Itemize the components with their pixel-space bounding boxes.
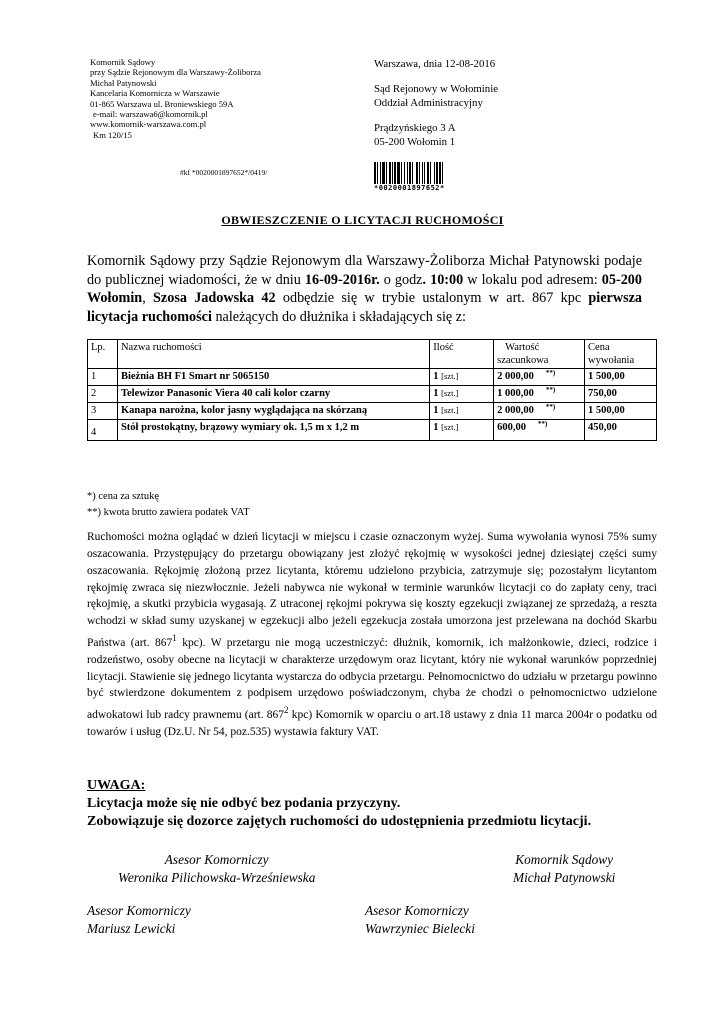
value-amount: 2 000,00 — [497, 405, 534, 416]
terms-paragraph — [87, 529, 657, 741]
row-value — [494, 403, 585, 420]
header-price-line: wywołania — [588, 355, 635, 366]
row-price: 750,00 — [585, 386, 657, 403]
barcode — [374, 162, 482, 184]
qty-value: 1 — [433, 371, 439, 382]
article-superscript: 1 — [172, 633, 177, 644]
intro-dot: . — [422, 271, 427, 288]
qty-unit: [szt.] — [441, 388, 459, 398]
signature-block — [87, 902, 191, 937]
row-qty — [430, 369, 494, 386]
sender-block — [90, 57, 261, 140]
row-name: Telewizor Panasonic Viera 40 cali kolor czarny — [117, 386, 429, 403]
signature-block — [513, 851, 615, 886]
signature-block — [365, 902, 475, 937]
header-value-line: szacunkowa — [497, 355, 549, 366]
auction-place: 05-200 Wołomin — [87, 271, 642, 307]
notice-line: Licytacja może się nie odbyć bez podania przyczyny. — [87, 796, 401, 811]
vat-mark: **) — [538, 420, 548, 428]
table-header-row — [88, 340, 657, 369]
sender-line: www.komornik-warszawa.com.pl — [90, 119, 207, 130]
row-name: Stół prostokątny, brązowy wymiary ok. 1,5 m x 1,2 m — [117, 420, 429, 441]
table-row — [88, 386, 657, 403]
right-header — [374, 57, 498, 149]
qty-unit: [szt.] — [441, 371, 459, 381]
intro-paragraph — [87, 252, 642, 327]
row-lp: 3 — [88, 403, 118, 420]
row-lp: 4 — [88, 420, 118, 441]
qty-value: 1 — [433, 388, 439, 399]
signature-name: Mariusz Lewicki — [87, 920, 176, 936]
intro-text: należących do dłużnika i składających się z: — [211, 309, 466, 326]
recipient-line: Oddział Administracyjny — [374, 97, 483, 109]
header-price — [585, 340, 657, 369]
terms-text: Ruchomości można oglądać w dzień licytacji w miejscu i czasie oznaczonym wyżej. Suma wywołania wynosi 75% sumy oszacowania. Przystępujący do przetargu obowiązany jest złożyć rękojmię w wysokości jednej dziesiątej części sumy oszacowania. Rękojmię złożoną przez licytanta, któremu udzielono przybicia, zatrzymuje się; pozostałym licytantom rękojmię zwraca się niezwłocznie. Jeżeli nabywca nie wykonał w terminie warunków licytacji co do zapłaty ceny, traci rękojmię, a skutki przybicia wygasają. Z utraconej rękojmi pokrywa się koszty egzekucji związanej ze sprzedażą, a reszta wchodzi w skład sumy uzyskanej w egzekucji albo jeżeli egzekucja została umorzona jest przelewana na dochód Skarbu Państwa (art. 867 — [87, 531, 657, 649]
date-line: Warszawa, dnia 12-08-2016 — [374, 58, 496, 70]
intro-text: , — [142, 290, 154, 307]
row-value — [494, 420, 585, 441]
sender-line: Kancelaria Komornicza w Warszawie — [90, 88, 220, 99]
qty-value: 1 — [433, 422, 439, 433]
value-amount: 1 000,00 — [497, 388, 534, 399]
address-line: Prądzyńskiego 3 A — [374, 122, 456, 134]
header-lp: Lp. — [88, 340, 118, 369]
case-number: Km 120/15 — [93, 129, 132, 140]
sender-line: 01-865 Warszawa ul. Broniewskiego 59A — [90, 98, 234, 109]
row-price: 1 500,00 — [585, 369, 657, 386]
terms-text: kpc). W przetargu nie mogą uczestniczyć: dłużnik, komornik, ich małżonkowie, dzieci, rodzice i rodzeństwo, osoby obecne na licytacji w charakterze urzędowym oraz licytant, który nie wykonał warunków poprzedniej licytacji. Stawienie się jednego licytanta wystarcza do odbycia przetargu. Pełnomocnictwo do udziału w przetargu powinno być stwierdzone dokumentem z podpisem urzędowo poświadczonym, chyba że chodzi o pełnomocnictwo udzielone adwokatowi lub radcy prawnemu (art. 867 — [87, 636, 657, 722]
footnotes — [87, 489, 250, 521]
row-price: 450,00 — [585, 420, 657, 441]
signature-name: Weronika Pilichowska-Wrześniewska — [118, 869, 316, 885]
footnote: *) cena za sztukę — [87, 491, 159, 502]
row-name: Kanapa narożna, kolor jasny wyglądająca na skórzaną — [117, 403, 429, 420]
table-row — [88, 403, 657, 420]
qty-value: 1 — [433, 405, 439, 416]
row-qty — [430, 420, 494, 441]
document-title: OBWIESZCZENIE O LICYTACJI RUCHOMOŚCI — [221, 213, 504, 227]
recipient-line: Sąd Rejonowy w Wołominie — [374, 83, 498, 95]
qty-unit: [szt.] — [441, 405, 459, 415]
footnote: **) kwota brutto zawiera podatek VAT — [87, 507, 250, 518]
auction-street: Szosa Jadowska 42 — [153, 290, 276, 307]
row-value — [494, 369, 585, 386]
article-superscript: 2 — [284, 705, 289, 716]
value-amount: 2 000,00 — [497, 371, 534, 382]
row-value — [494, 386, 585, 403]
sender-line: e-mail: warszawa6@komornik.pl — [93, 109, 208, 120]
table-row — [88, 369, 657, 386]
vat-mark: **) — [545, 403, 556, 411]
header-value-line: Wartość — [505, 342, 540, 353]
reference-number: #kf *0020001897652*/0419/ — [180, 168, 268, 177]
signature-name: Michał Patynowski — [513, 869, 616, 885]
sender-line: przy Sądzie Rejonowym dla Warszawy-Żoliborza — [90, 67, 261, 78]
signature-role: Asesor Komorniczy — [365, 903, 469, 918]
notice-heading: UWAGA: — [87, 778, 146, 793]
value-amount: 600,00 — [497, 422, 527, 433]
vat-mark: **) — [545, 369, 556, 377]
barcode-text: *0020001897652* — [374, 184, 445, 192]
header-qty: Ilość — [430, 340, 494, 369]
row-lp: 2 — [88, 386, 118, 403]
address-line: 05-200 Wołomin 1 — [374, 136, 456, 148]
intro-text: Komornik Sądowy przy Sądzie Rejonowym dla Warszawy-Żoliborza Michał Patynowski podaje do publicznej wiadomości, że w dniu — [87, 253, 642, 288]
sender-line: Michał Patynowski — [90, 77, 157, 88]
intro-text: o godz — [379, 271, 423, 288]
auction-type: pierwsza licytacja ruchomości — [87, 290, 642, 326]
row-qty — [430, 386, 494, 403]
header-name: Nazwa ruchomości — [117, 340, 429, 369]
signature-role: Komornik Sądowy — [515, 852, 614, 867]
table-row — [88, 420, 657, 441]
terms-text: kpc) Komornik w oparciu o art.18 ustawy z dnia 11 marca 2004r o podatku od towarów i usług (Dz.U. Nr 54, poz.535) wystawia faktury VAT. — [87, 709, 657, 738]
signature-name: Wawrzyniec Bielecki — [365, 920, 475, 936]
vat-mark: **) — [545, 386, 556, 394]
notice-block — [87, 777, 591, 831]
row-price: 1 500,00 — [585, 403, 657, 420]
auction-time: 10:00 — [426, 271, 464, 288]
signature-block — [118, 851, 315, 886]
signature-role: Asesor Komorniczy — [87, 903, 191, 918]
row-lp: 1 — [88, 369, 118, 386]
intro-text: odbędzie się w trybie ustalonym w art. 867 kpc — [275, 290, 589, 307]
sender-line: Komornik Sądowy — [90, 57, 156, 67]
header-price-line: Cena — [588, 342, 610, 353]
notice-line: Zobowiązuje się dozorce zajętych ruchomości do udostępnienia przedmiotu licytacji. — [87, 814, 592, 829]
row-qty — [430, 403, 494, 420]
row-name: Bieżnia BH F1 Smart nr 5065150 — [117, 369, 429, 386]
auction-date: 16-09-2016r. — [304, 271, 380, 288]
qty-unit: [szt.] — [441, 422, 459, 432]
items-table — [87, 339, 657, 441]
intro-text: w lokalu pod adresem: — [463, 271, 602, 288]
header-value — [494, 340, 585, 369]
signature-role: Asesor Komorniczy — [164, 852, 269, 867]
